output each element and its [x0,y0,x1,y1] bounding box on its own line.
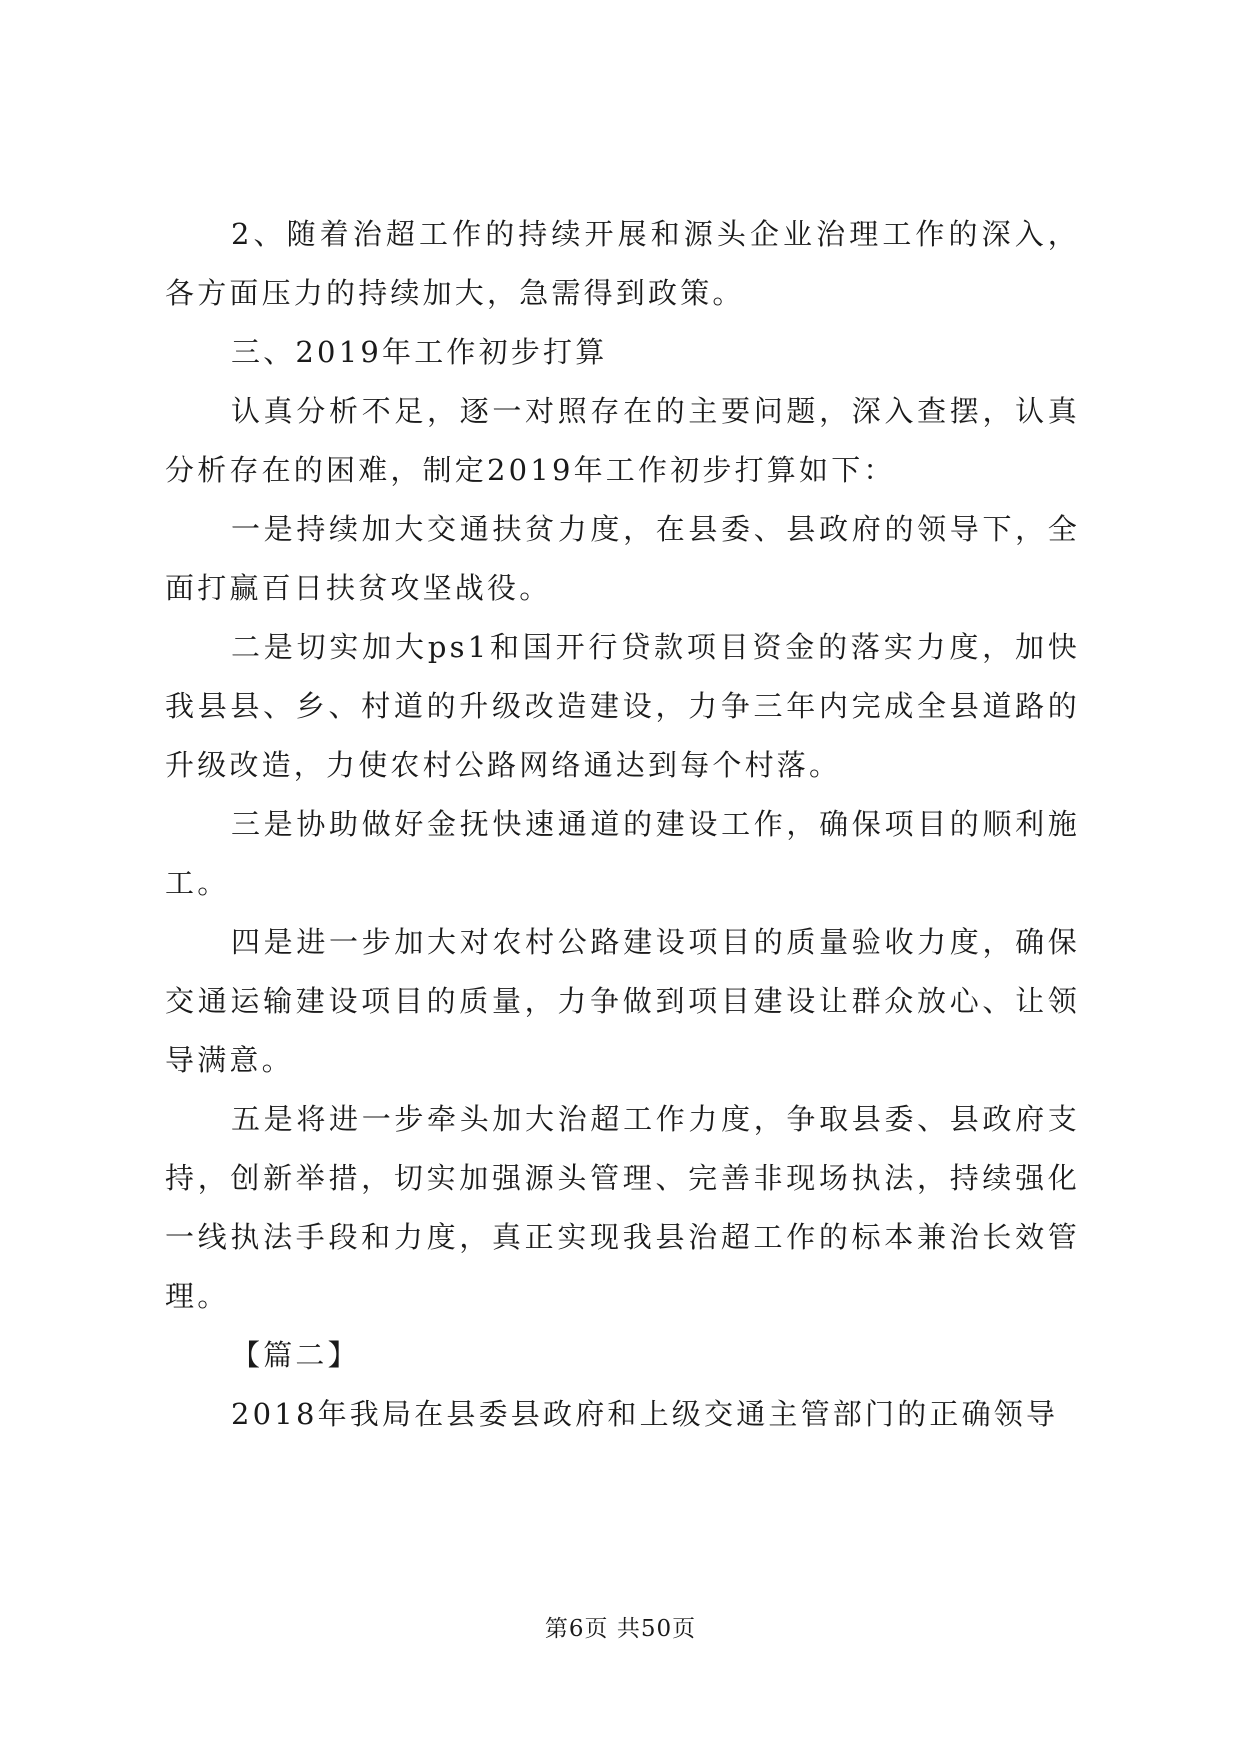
paragraph-overload-pressure: 2、随着治超工作的持续开展和源头企业治理工作的深入，各方面压力的持续加大，急需得到政策。 [165,217,1080,310]
paragraph-analysis: 认真分析不足，逐一对照存在的主要问题，深入查摆，认真分析存在的困难，制定2019年工作初步打算如下： [165,394,1080,487]
paragraph-quality-acceptance: 四是进一步加大对农村公路建设项目的质量验收力度，确保交通运输建设项目的质量，力争做到项目建设让群众放心、让领导满意。 [165,925,1080,1077]
document-body [165,205,1080,1444]
section-heading-2019-plan: 三、2019年工作初步打算 [231,335,608,369]
paragraph-poverty-alleviation: 一是持续加大交通扶贫力度，在县委、县政府的领导下，全面打赢百日扶贫攻坚战役。 [165,512,1080,605]
paragraph-2018-summary: 2018年我局在县委县政府和上级交通主管部门的正确领导 [231,1397,1059,1431]
section-heading-part-two: 【篇二】 [231,1338,360,1372]
paragraph-road-upgrade: 二是切实加大ps1和国开行贷款项目资金的落实力度，加快我县县、乡、村道的升级改造建设，力争三年内完成全县道路的升级改造，力使农村公路网络通达到每个村落。 [165,630,1080,782]
paragraph-overload-control: 五是将进一步牵头加大治超工作力度，争取县委、县政府支持，创新举措，切实加强源头管理、完善非现场执法，持续强化一线执法手段和力度，真正实现我县治超工作的标本兼治长效管理。 [165,1102,1080,1313]
page-number-footer: 第6页 共50页 [544,1616,697,1642]
paragraph-expressway: 三是协助做好金抚快速通道的建设工作，确保项目的顺利施工。 [165,807,1080,900]
